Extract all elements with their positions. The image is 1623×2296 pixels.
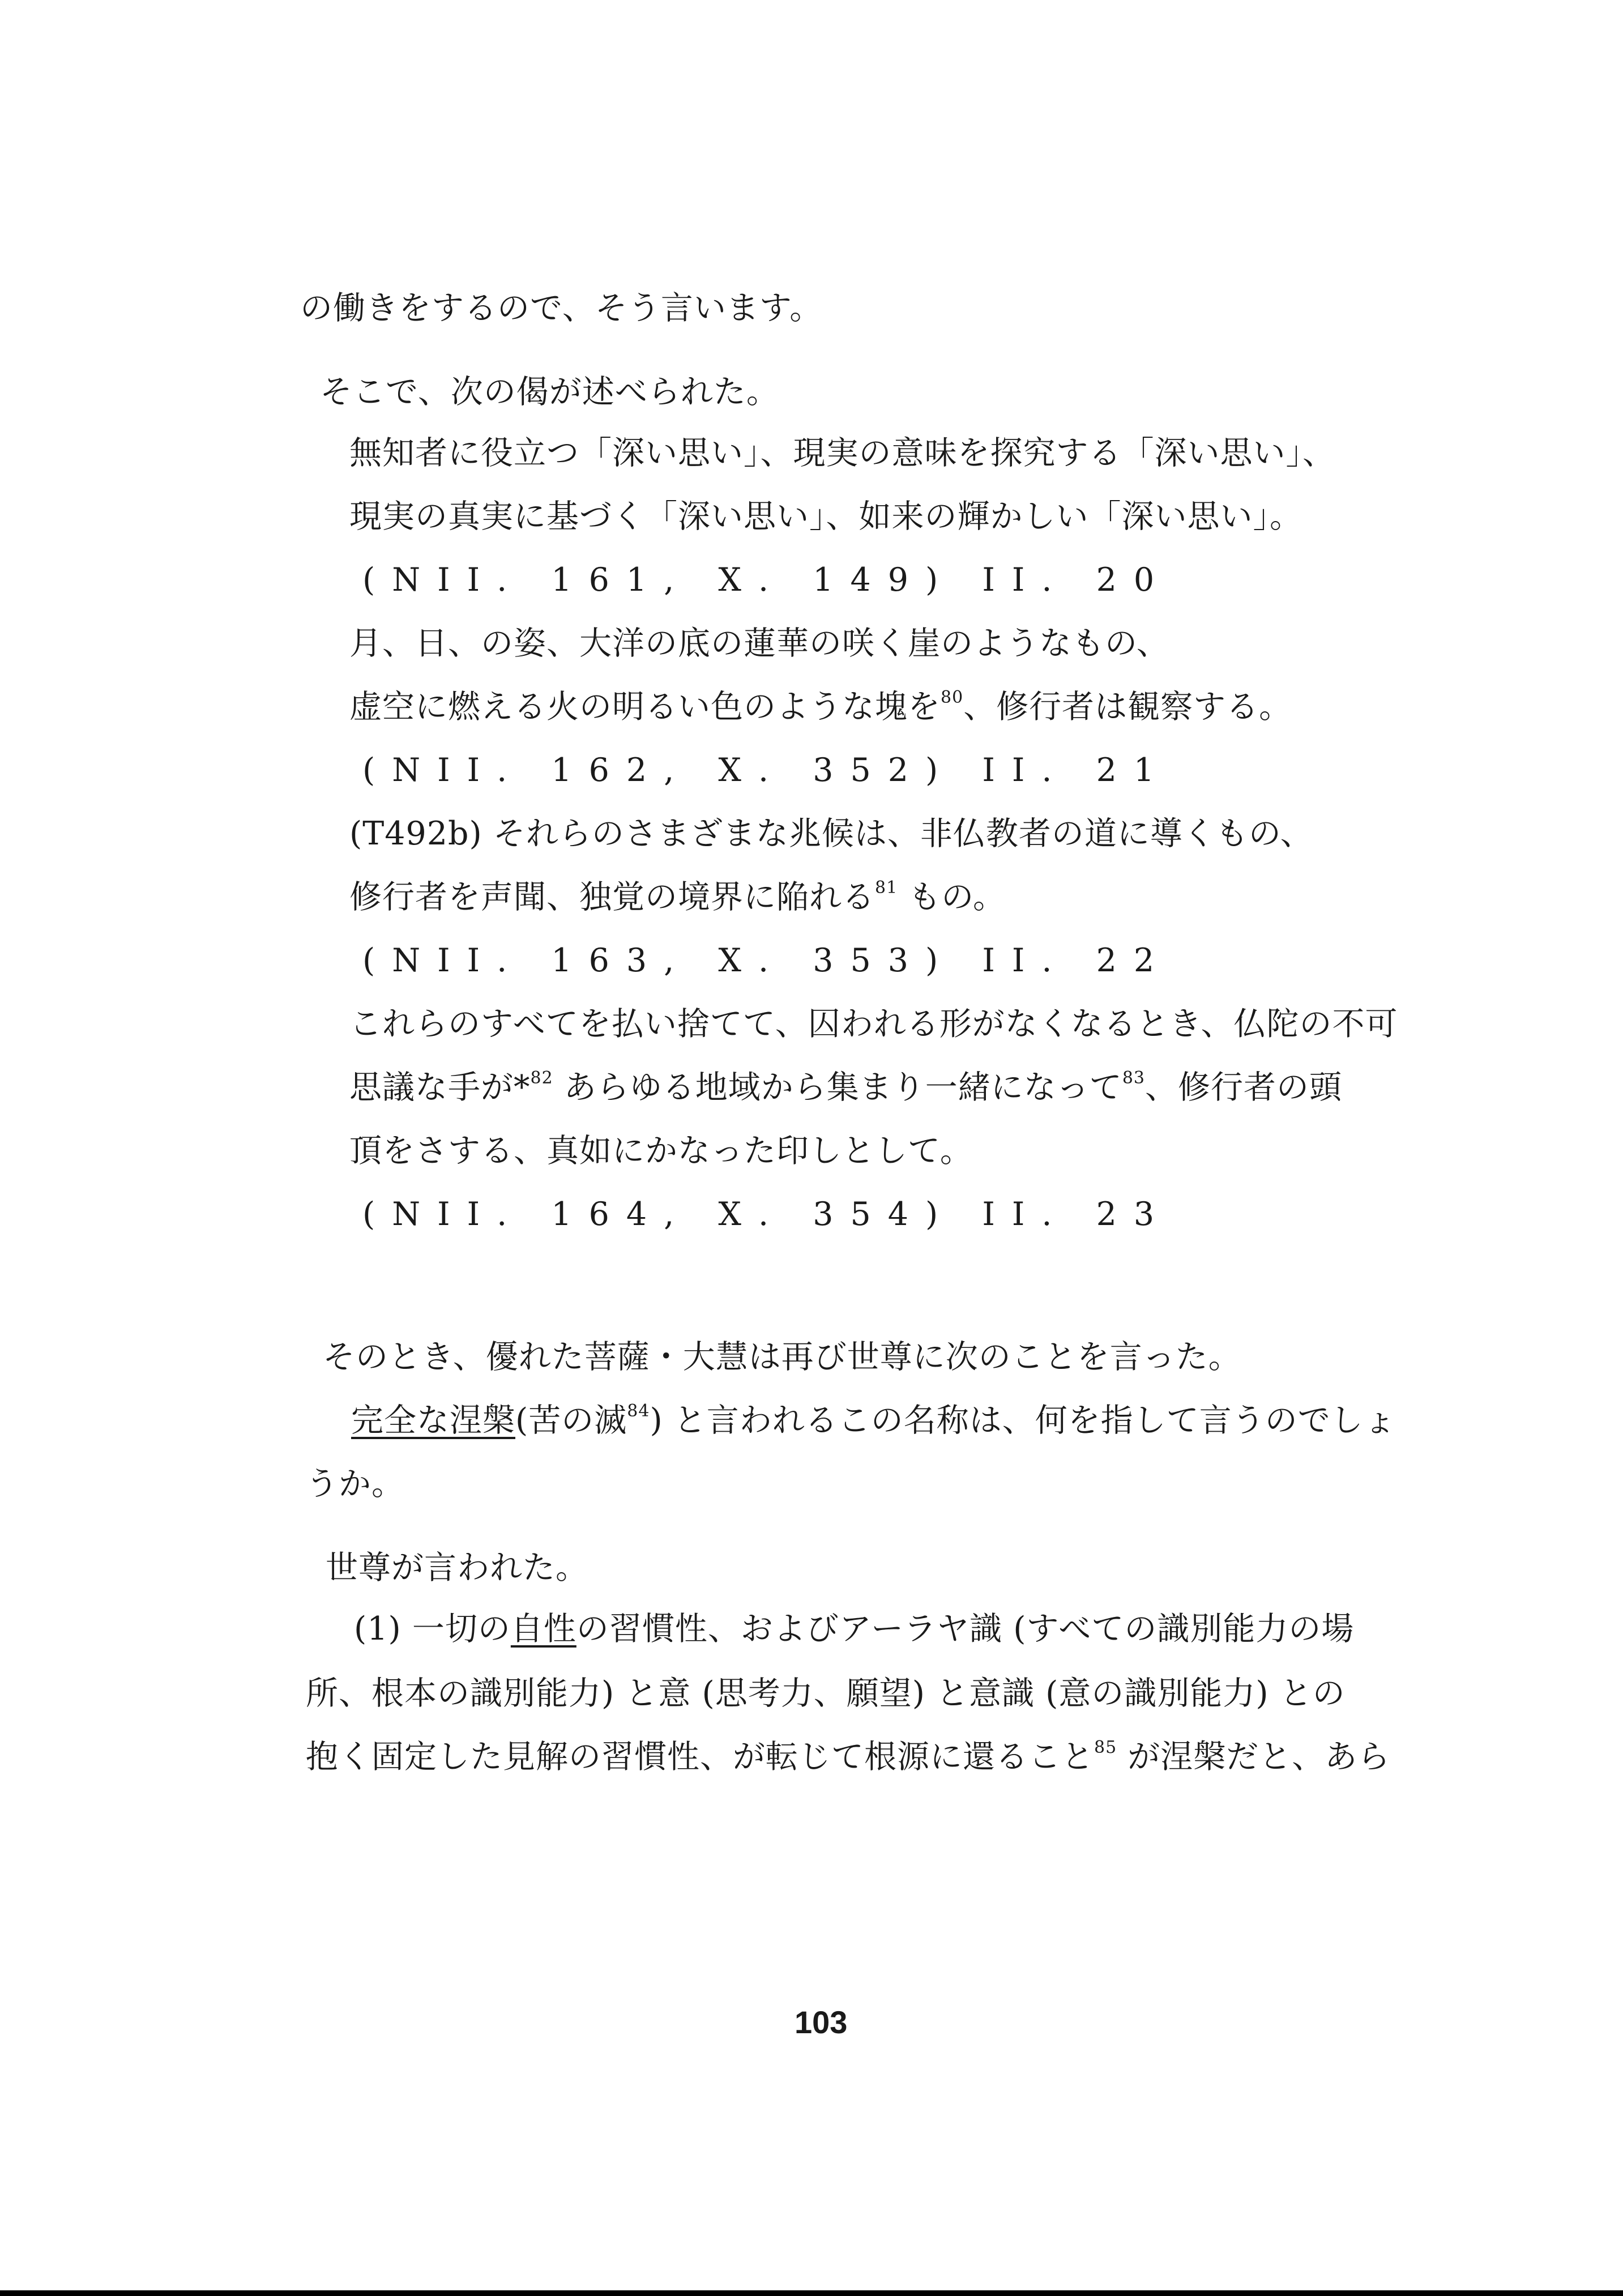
verse-line: 月、日、の姿、大洋の底の蓮華の咲く崖のようなもの、 [349,625,1169,662]
text-line [306,1734,1390,1779]
verse-reference: (NII. 164, X. 354) II. 23 [362,1196,1172,1233]
text-span: が涅槃だと、あら [1117,1738,1391,1776]
text-line [354,1606,1354,1651]
text-span: の習慣性、およびアーラヤ識 (すべての識別能力の場 [576,1610,1355,1648]
text-span: 虚空に燃える火の明るい色のような塊を [349,688,941,725]
text-line: そのとき、優れた菩薩・大慧は再び世尊に次のことを言った。 [323,1338,1241,1376]
scan-edge-rule [0,2290,1623,2296]
verse-line [349,874,1006,920]
verse-line: 頂をさする、真如にかなった印しとして。 [349,1132,973,1170]
text-line: 世尊が言われた。 [326,1549,588,1586]
footnote-ref: 85 [1094,1738,1117,1757]
text-span: 抱く固定した見解の習慣性、が転じて根源に還ること [306,1738,1094,1776]
text-line: そこで、次の偈が述べられた。 [320,373,779,411]
text-span: あらゆる地域から集まり一緒になって [553,1069,1122,1106]
text-span: ) と言われるこの名称は、何を指して言うのでしょ [650,1402,1396,1439]
verse-reference: (NII. 163, X. 353) II. 22 [362,942,1172,979]
text-span: 、修行者の頭 [1145,1069,1342,1106]
text-line: の働きをするので、そう言います。 [300,289,823,327]
verse-line: (T492b) それらのさまざまな兆候は、非仏教者の道に導くもの、 [349,815,1313,852]
text-line [351,1398,1396,1443]
footnote-ref: 80 [941,688,964,707]
verse-line: 無知者に役立つ「深い思い」、現実の意味を探究する「深い思い」、 [349,434,1335,472]
text-span: 修行者を声聞、独覚の境界に陥れる [349,878,875,916]
underlined-term: 完全な涅槃 [351,1402,515,1439]
verse-line [349,1065,1342,1110]
verse-line: 現実の真実に基づく「深い思い」、如来の輝かしい「深い思い」。 [349,498,1302,535]
page-number: 103 [795,2004,848,2040]
footnote-ref: 84 [627,1401,650,1421]
verse-reference: (NII. 162, X. 352) II. 21 [362,752,1172,789]
text-line: うか。 [306,1465,404,1503]
text-span: 思議な手が* [349,1069,531,1106]
verse-line [349,684,1292,729]
verse-line: これらのすべてを払い捨てて、囚われる形がなくなるとき、仏陀の不可 [349,1005,1398,1043]
underlined-term: 自性 [510,1610,576,1648]
text-line: 所、根本の識別能力) と意 (思考力、願望) と意識 (意の識別能力) との [306,1675,1346,1712]
footnote-ref: 82 [530,1068,553,1088]
footnote-ref: 83 [1122,1068,1145,1088]
text-span: もの。 [898,878,1006,916]
text-span: (1) 一切の [354,1610,511,1648]
footnote-ref: 81 [875,878,898,898]
text-span: (苦の滅 [515,1402,627,1439]
text-span: 、修行者は観察する。 [963,688,1292,725]
verse-reference: (NII. 161, X. 149) II. 20 [362,561,1172,599]
